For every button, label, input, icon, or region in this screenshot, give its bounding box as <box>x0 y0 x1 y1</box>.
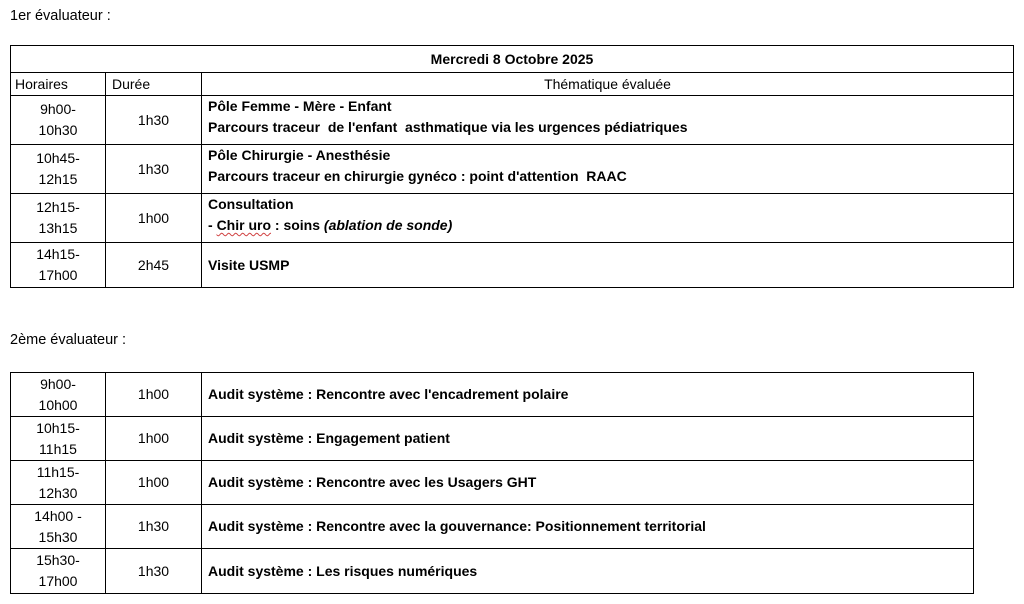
table-row-theme: Audit système : Engagement patient <box>201 416 974 460</box>
time-end: 15h30 <box>38 528 78 545</box>
table-row-time <box>10 372 105 416</box>
time-end: 12h30 <box>38 484 78 501</box>
table-row-time <box>10 548 105 594</box>
header-duree: Durée <box>105 72 201 95</box>
evaluator2-title: 2ème évaluateur : <box>10 332 127 348</box>
table-date-header: Mercredi 8 Octobre 2025 <box>10 45 1014 72</box>
time-end: 17h00 <box>38 573 78 589</box>
table-row-duration: 1h30 <box>105 144 201 193</box>
time-start: 9h00- <box>40 375 76 392</box>
theme-line-2: Parcours traceur de l'enfant asthmatique via les urgences pédiatriques <box>208 119 688 135</box>
theme-line-1: Consultation <box>208 196 294 212</box>
time-end: 17h00 <box>38 267 78 283</box>
table-row-duration: 1h00 <box>105 372 201 416</box>
table-row-duration: 1h00 <box>105 460 201 504</box>
header-horaires: Horaires <box>10 72 105 95</box>
time-end: 12h15 <box>38 171 78 187</box>
time-start: 12h15- <box>36 199 80 215</box>
theme-line-2 <box>208 215 452 236</box>
time-start: 10h45- <box>36 150 80 166</box>
table-row-theme <box>201 193 1014 242</box>
evaluator1-title: 1er évaluateur : <box>10 8 111 24</box>
table-row-time <box>10 460 105 504</box>
table-row-time <box>10 416 105 460</box>
time-start: 15h30- <box>36 552 80 568</box>
theme-prefix: - <box>208 217 217 233</box>
time-end: 10h00 <box>38 396 78 413</box>
table-row-theme: Audit système : Rencontre avec l'encadrement polaire <box>201 372 974 416</box>
time-start: 14h00 - <box>34 507 82 524</box>
table-row-time <box>10 95 105 144</box>
theme-line-2: Parcours traceur en chirurgie gynéco : point d'attention RAAC <box>208 168 627 184</box>
time-end: 10h30 <box>38 122 78 138</box>
table-row-duration: 2h45 <box>105 242 201 288</box>
table-row-theme: Audit système : Rencontre avec les Usagers GHT <box>201 460 974 504</box>
table-row-duration: 1h00 <box>105 193 201 242</box>
time-start: 11h15- <box>36 463 80 480</box>
theme-mid: : soins <box>271 217 324 233</box>
table-row-duration: 1h30 <box>105 548 201 594</box>
table-row-time <box>10 193 105 242</box>
table-row-time <box>10 242 105 288</box>
theme-line-1: Pôle Femme - Mère - Enfant <box>208 98 392 114</box>
table-row-theme: Audit système : Les risques numériques <box>201 548 974 594</box>
time-end: 11h15 <box>39 440 77 457</box>
time-end: 13h15 <box>38 220 78 236</box>
time-start: 10h15- <box>36 419 80 436</box>
time-start: 9h00- <box>40 101 76 117</box>
table-row-duration: 1h30 <box>105 504 201 548</box>
table-row-theme <box>201 95 1014 144</box>
table-row-theme: Audit système : Rencontre avec la gouvernance: Positionnement territorial <box>201 504 974 548</box>
theme-chir-uro: Chir uro <box>216 217 272 233</box>
header-thematique: Thématique évaluée <box>201 72 1014 95</box>
table-row-time <box>10 504 105 548</box>
table-row-duration: 1h30 <box>105 95 201 144</box>
theme-italic: (ablation de sonde) <box>323 217 453 233</box>
time-start: 14h15- <box>36 246 80 262</box>
table-row-time <box>10 144 105 193</box>
table-row-theme <box>201 144 1014 193</box>
table-row-theme: Visite USMP <box>201 242 1014 288</box>
table-row-duration: 1h00 <box>105 416 201 460</box>
theme-line-1: Pôle Chirurgie - Anesthésie <box>208 147 391 163</box>
